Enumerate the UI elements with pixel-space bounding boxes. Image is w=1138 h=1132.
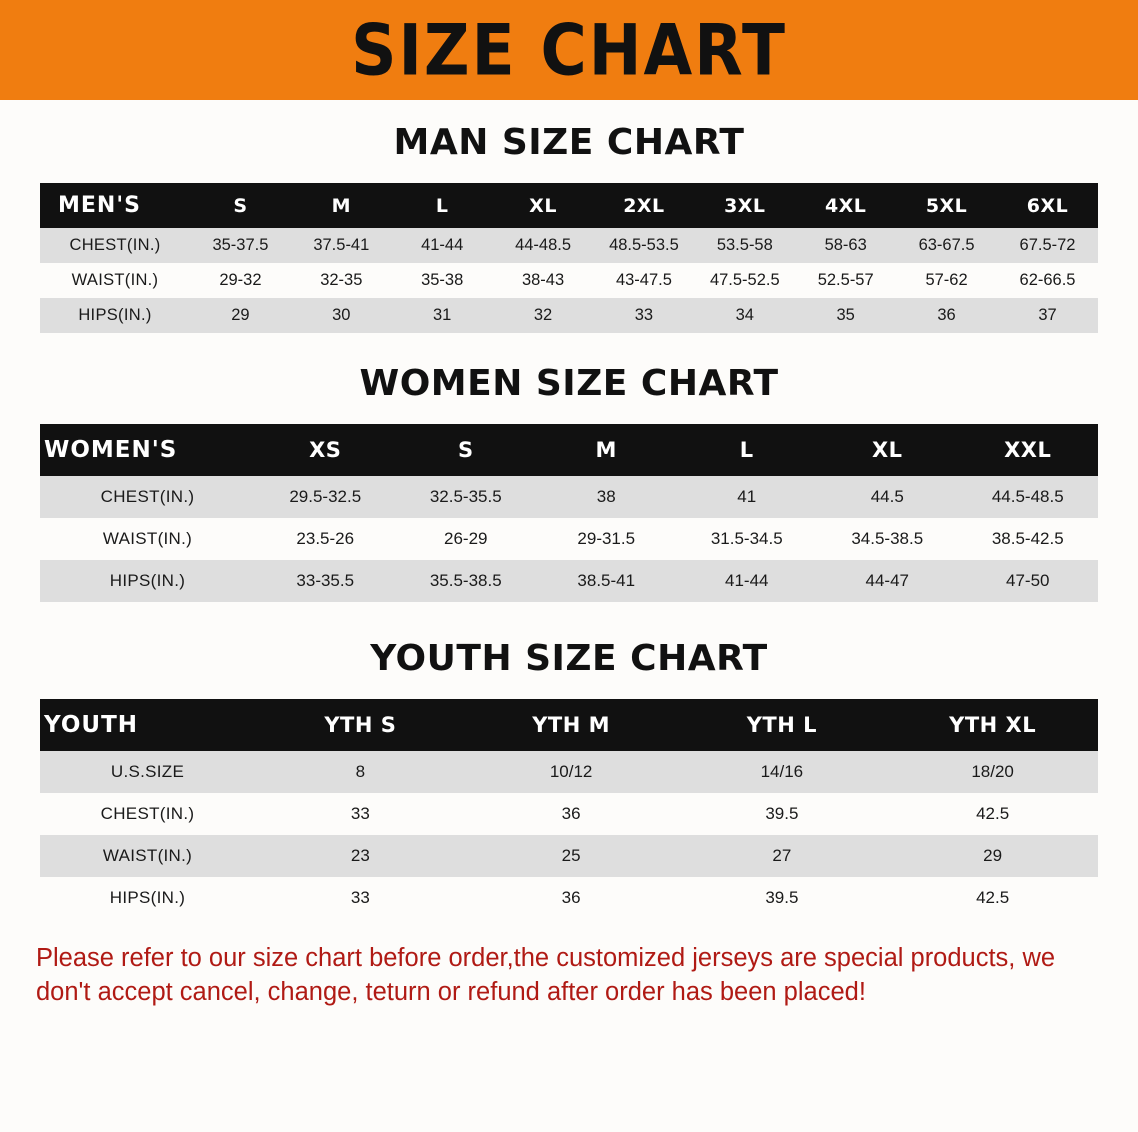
youth-table-body xyxy=(40,751,1098,919)
page-title: SIZE CHART xyxy=(351,9,787,91)
women-table-wrap xyxy=(0,424,1138,602)
disclaimer-line-2: we don't accept cancel, change, teturn or refund after order has been placed! xyxy=(36,944,1056,1007)
table-cell: 44.5-48.5 xyxy=(958,476,1099,518)
table-cell: 41 xyxy=(677,476,818,518)
table-cell: 31 xyxy=(392,298,493,333)
table-row xyxy=(40,835,1098,877)
table-cell: 62-66.5 xyxy=(997,263,1098,298)
table-cell: 67.5-72 xyxy=(997,228,1098,263)
table-cell: 29-31.5 xyxy=(536,518,677,560)
table-cell: 35-37.5 xyxy=(190,228,291,263)
youth-row-label: CHEST(IN.) xyxy=(40,793,255,835)
man-table-body xyxy=(40,228,1098,333)
table-cell: 47-50 xyxy=(958,560,1099,602)
man-col-header-m: M xyxy=(291,183,392,228)
table-cell: 34 xyxy=(694,298,795,333)
table-header-row xyxy=(40,424,1098,476)
table-row xyxy=(40,298,1098,333)
table-header-row xyxy=(40,183,1098,228)
table-row xyxy=(40,476,1098,518)
table-cell: 32-35 xyxy=(291,263,392,298)
table-cell: 38-43 xyxy=(493,263,594,298)
table-cell: 29-32 xyxy=(190,263,291,298)
table-cell: 44-47 xyxy=(817,560,958,602)
table-cell: 34.5-38.5 xyxy=(817,518,958,560)
table-cell: 47.5-52.5 xyxy=(694,263,795,298)
table-row xyxy=(40,263,1098,298)
table-cell: 39.5 xyxy=(677,877,888,919)
table-cell: 35 xyxy=(795,298,896,333)
table-cell: 36 xyxy=(896,298,997,333)
man-row-label: HIPS(IN.) xyxy=(40,298,190,333)
table-cell: 29 xyxy=(190,298,291,333)
disclaimer-line-1: Please refer to our size chart before order,the customized jerseys are special products, xyxy=(36,944,1016,972)
youth-col-header-yth-m: YTH M xyxy=(466,699,677,751)
table-cell: 52.5-57 xyxy=(795,263,896,298)
table-cell: 41-44 xyxy=(677,560,818,602)
women-col-header-l: L xyxy=(677,424,818,476)
women-col-header-s: S xyxy=(396,424,537,476)
table-cell: 32 xyxy=(493,298,594,333)
women-row-label: CHEST(IN.) xyxy=(40,476,255,518)
youth-table-head xyxy=(40,699,1098,751)
table-row xyxy=(40,518,1098,560)
table-cell: 36 xyxy=(466,877,677,919)
table-cell: 58-63 xyxy=(795,228,896,263)
table-cell: 23 xyxy=(255,835,466,877)
women-col-header-xl: XL xyxy=(817,424,958,476)
youth-col-header-yth-xl: YTH XL xyxy=(887,699,1098,751)
table-cell: 25 xyxy=(466,835,677,877)
table-cell: 23.5-26 xyxy=(255,518,396,560)
disclaimer-note xyxy=(36,941,1102,1010)
table-cell: 42.5 xyxy=(887,793,1098,835)
table-cell: 33 xyxy=(255,877,466,919)
women-col-header-xxl: XXL xyxy=(958,424,1099,476)
man-size-table xyxy=(40,183,1098,333)
man-col-header-3xl: 3XL xyxy=(694,183,795,228)
table-cell: 44.5 xyxy=(817,476,958,518)
table-row xyxy=(40,560,1098,602)
man-col-header-s: S xyxy=(190,183,291,228)
table-cell: 37.5-41 xyxy=(291,228,392,263)
women-size-table xyxy=(40,424,1098,602)
table-cell: 42.5 xyxy=(887,877,1098,919)
table-cell: 35.5-38.5 xyxy=(396,560,537,602)
table-cell: 32.5-35.5 xyxy=(396,476,537,518)
man-col-header-5xl: 5XL xyxy=(896,183,997,228)
table-row xyxy=(40,877,1098,919)
table-cell: 48.5-53.5 xyxy=(594,228,695,263)
youth-size-table xyxy=(40,699,1098,919)
table-cell: 38.5-42.5 xyxy=(958,518,1099,560)
table-cell: 38 xyxy=(536,476,677,518)
man-col-header-2xl: 2XL xyxy=(594,183,695,228)
page-banner xyxy=(0,0,1138,100)
women-row-label: HIPS(IN.) xyxy=(40,560,255,602)
youth-row-label: U.S.SIZE xyxy=(40,751,255,793)
table-cell: 33 xyxy=(255,793,466,835)
man-table-head xyxy=(40,183,1098,228)
women-row-header-label: WOMEN'S xyxy=(40,424,255,476)
table-cell: 39.5 xyxy=(677,793,888,835)
women-col-header-xs: XS xyxy=(255,424,396,476)
table-cell: 10/12 xyxy=(466,751,677,793)
table-cell: 63-67.5 xyxy=(896,228,997,263)
man-col-header-xl: XL xyxy=(493,183,594,228)
table-cell: 33-35.5 xyxy=(255,560,396,602)
women-row-label: WAIST(IN.) xyxy=(40,518,255,560)
table-cell: 29 xyxy=(887,835,1098,877)
table-row xyxy=(40,793,1098,835)
women-table-head xyxy=(40,424,1098,476)
table-cell: 8 xyxy=(255,751,466,793)
man-section-title: MAN SIZE CHART xyxy=(393,122,745,163)
youth-row-label: HIPS(IN.) xyxy=(40,877,255,919)
man-row-label: WAIST(IN.) xyxy=(40,263,190,298)
man-row-label: CHEST(IN.) xyxy=(40,228,190,263)
youth-row-label: WAIST(IN.) xyxy=(40,835,255,877)
man-row-header-label: MEN'S xyxy=(40,183,190,228)
man-col-header-4xl: 4XL xyxy=(795,183,896,228)
table-cell: 37 xyxy=(997,298,1098,333)
table-cell: 53.5-58 xyxy=(694,228,795,263)
table-cell: 57-62 xyxy=(896,263,997,298)
table-cell: 26-29 xyxy=(396,518,537,560)
youth-col-header-yth-s: YTH S xyxy=(255,699,466,751)
youth-row-header-label: YOUTH xyxy=(40,699,255,751)
man-table-wrap xyxy=(0,183,1138,333)
table-cell: 43-47.5 xyxy=(594,263,695,298)
youth-table-wrap xyxy=(0,699,1138,919)
man-col-header-6xl: 6XL xyxy=(997,183,1098,228)
youth-col-header-yth-l: YTH L xyxy=(677,699,888,751)
table-cell: 35-38 xyxy=(392,263,493,298)
table-row xyxy=(40,228,1098,263)
table-cell: 31.5-34.5 xyxy=(677,518,818,560)
table-cell: 44-48.5 xyxy=(493,228,594,263)
table-cell: 30 xyxy=(291,298,392,333)
women-col-header-m: M xyxy=(536,424,677,476)
table-cell: 14/16 xyxy=(677,751,888,793)
women-table-body xyxy=(40,476,1098,602)
man-col-header-l: L xyxy=(392,183,493,228)
table-header-row xyxy=(40,699,1098,751)
women-section-title: WOMEN SIZE CHART xyxy=(359,363,779,404)
table-cell: 38.5-41 xyxy=(536,560,677,602)
table-cell: 36 xyxy=(466,793,677,835)
table-cell: 33 xyxy=(594,298,695,333)
table-cell: 41-44 xyxy=(392,228,493,263)
table-cell: 29.5-32.5 xyxy=(255,476,396,518)
youth-section-title: YOUTH SIZE CHART xyxy=(370,638,768,679)
table-row xyxy=(40,751,1098,793)
table-cell: 27 xyxy=(677,835,888,877)
table-cell: 18/20 xyxy=(887,751,1098,793)
